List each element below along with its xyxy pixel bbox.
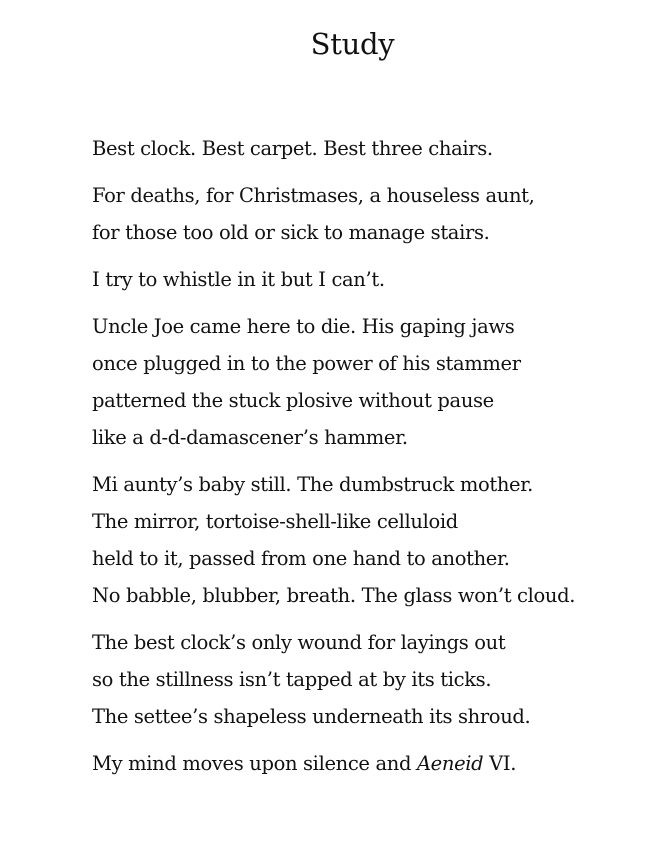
stanza-4 (92, 308, 652, 456)
poem-line: like a d-d-damascener’s hammer. (92, 426, 408, 449)
poem-line: I try to whistle in it but I can’t. (92, 268, 385, 291)
poem-line: once plugged in to the power of his stammer (92, 352, 521, 375)
poem-line: No babble, blubber, breath. The glass won’t cloud. (92, 584, 576, 607)
stanza-2 (92, 177, 652, 251)
poem-line: Best clock. Best carpet. Best three chairs. (92, 137, 493, 160)
poem-line-final (92, 745, 652, 782)
poem-line: The settee’s shapeless underneath its shroud. (92, 705, 531, 728)
poem-title: Study (310, 27, 395, 61)
poem-line: The best clock’s only wound for layings out (92, 631, 506, 654)
stanza-5 (92, 466, 652, 614)
poem-line: The mirror, tortoise-shell-like celluloid (92, 510, 458, 533)
poem-line: held to it, passed from one hand to another. (92, 547, 510, 570)
stanza-6 (92, 624, 652, 735)
poem-line: Uncle Joe came here to die. His gaping jaws (92, 315, 515, 338)
line-text: My mind moves upon silence and (92, 752, 417, 775)
poem-line: so the stillness isn’t tapped at by its ticks. (92, 668, 492, 691)
poem-line: patterned the stuck plosive without pause (92, 389, 494, 412)
stanza-3 (92, 261, 652, 298)
stanza-7 (92, 745, 652, 782)
line-text: VI. (483, 752, 517, 775)
stanza-1 (92, 130, 652, 167)
poem-line: for those too old or sick to manage stairs. (92, 221, 490, 244)
poem-line: For deaths, for Christmases, a houseless aunt, (92, 184, 535, 207)
italic-title-aeneid: Aeneid (416, 752, 484, 775)
poem-line: Mi aunty’s baby still. The dumbstruck mother. (92, 473, 533, 496)
poem-body (92, 130, 652, 792)
